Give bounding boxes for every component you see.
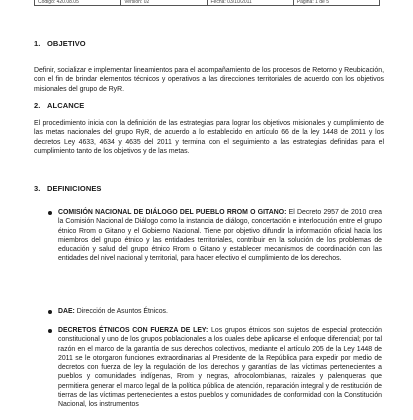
bullet-icon [48, 211, 52, 215]
definition-item [58, 326, 382, 410]
section-title-definiciones [34, 184, 102, 193]
section-heading: DEFINICIONES [47, 184, 102, 193]
section-number: 3. [34, 184, 41, 193]
section-title-objetivo [34, 39, 86, 48]
bullet-icon [48, 310, 52, 314]
definition-term: DAE: [58, 308, 75, 315]
section-number: 2. [34, 101, 41, 110]
section-heading: OBJETIVO [47, 39, 86, 48]
section-title-alcance [34, 101, 84, 110]
section-number: 1. [34, 39, 41, 48]
header-version: Versión: 02 [121, 0, 207, 6]
definition-item [58, 208, 382, 264]
header-page: Página: 1 de 5 [293, 0, 379, 6]
bullet-icon [48, 329, 52, 333]
definition-text: Dirección de Asuntos Étnicos. [74, 308, 168, 315]
definition-text: El Decreto 2957 de 2010 crea la Comisión Nacional de Diálogo como la instancia de diálogo, concertación e interlocución entre el grupo étnico Rrom o Gitano y el Gobierno Nacional. Tiene por objetivo difundir la información oficial hacia los miembros del grupo étnico y las entidades territoriales, contribuir en la solución de los problemas de educación y salud del grupo étnico Rrom o Gitano y establecer mecanismos de coordinación con las entidades del nivel nacional y territorial, para hacer efectivo el cumplimiento de los derechos. [58, 209, 383, 263]
document-header-table [34, 0, 380, 6]
definition-text: Los grupos étnicos son sujetos de especial protección constitucional y uno de los grupos poblacionales a los cuales debe aplicarse el enfoque diferencial; por tal razón en el marco de la garantía de sus derechos colectivos, mediante el artículo 205 de la Ley 1448 de 2011 se le otorgaron funciones extraordinarias al Presidente de la República para expedir por medio de decretos con fuerza de ley la regulación de los derechos y garantías de las víctimas pertenecientes a pueblos y comunidades indígenas, Rrom y negras, afrocolombianas, raizales y palenqueras que permitiera generar el marco legal de la política pública de atención, reparación integral y de restitución de tierras de las víctimas pertenecientes a estos pueblos y comunidades de conformidad con la Constitución Nacional, los instrumentos [58, 327, 382, 409]
definition-term: COMISIÓN NACIONAL DE DIÁLOGO DEL PUEBLO RROM O GITANO: [58, 209, 287, 216]
header-code: Código: 420.08.05 [35, 0, 121, 6]
objetivo-paragraph: Definir, socializar e implementar lineamientos para el acompañamiento de los procesos de Retorno y Reubicación, con el fin de brindar elementos técnicos y operativos a las direcciones territoriales de acuerdo con los objetivos misionales del grupo de RyR. [34, 67, 384, 93]
definition-item [58, 307, 382, 316]
alcance-paragraph: El procedimiento inicia con la definición de las estrategias para lograr los objetivos misionales y cumplimiento de las metas nacionales del grupo RyR, de acuerdo a lo establecido en artículo 66 de la ley 1448 de 2011 y los decretos Ley 4633, 4634 y 4635 del 2011 y termina con el seguimiento a las estrategias definidas para el cumplimiento tanto de los objetivos y de las metas. [34, 120, 384, 155]
header-date: Fecha: 03/10/2011 [207, 0, 293, 6]
section-heading: ALCANCE [47, 101, 85, 110]
definition-term: DECRETOS ÉTNICOS CON FUERZA DE LEY: [58, 327, 209, 334]
